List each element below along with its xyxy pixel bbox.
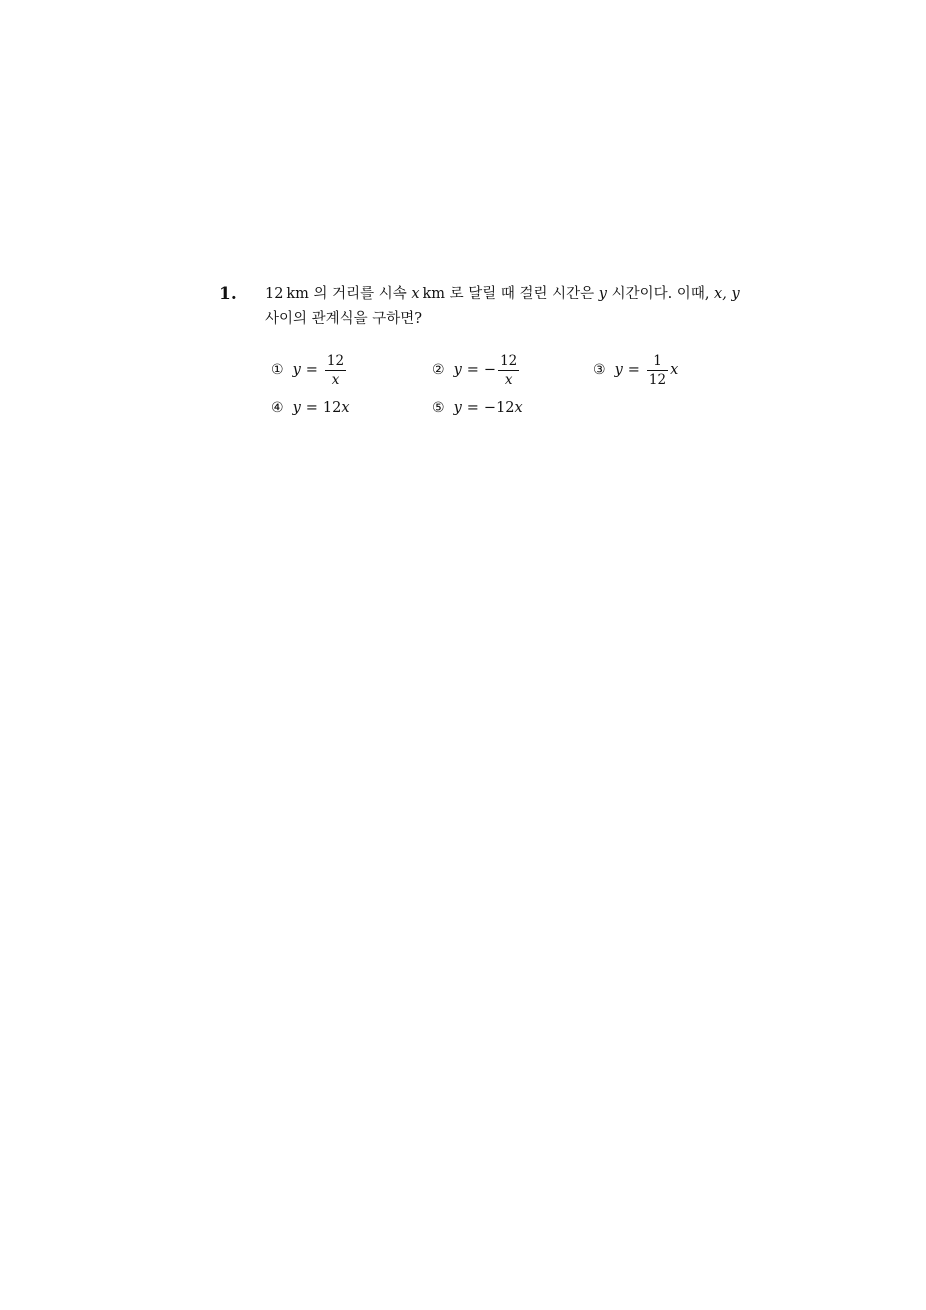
choice-5[interactable] <box>432 388 523 428</box>
fraction-numerator: 12 <box>326 352 345 369</box>
fraction <box>498 353 519 388</box>
stem-text-b: 로 달릴 때 걸린 시간은 <box>449 286 595 302</box>
expr-rhs-var: x <box>514 400 523 416</box>
stem-var-y-2: y <box>731 286 740 302</box>
expr-lhs: y <box>292 362 301 378</box>
expr-equals: = <box>466 400 479 416</box>
choice-expression <box>615 353 679 388</box>
stem-unit-km-2: km <box>422 286 446 302</box>
expr-equals: = <box>305 362 318 378</box>
choice-3[interactable] <box>593 350 678 390</box>
expr-suffix-var: x <box>670 362 679 378</box>
problem-stem <box>265 282 765 332</box>
fraction <box>647 353 668 388</box>
expr-lhs: y <box>453 400 462 416</box>
expr-lhs: y <box>292 400 301 416</box>
expr-equals: = <box>466 362 479 378</box>
answer-choices <box>271 350 751 430</box>
expr-coefficient: 12 <box>322 400 342 416</box>
expr-lhs: y <box>453 362 462 378</box>
choice-expression <box>293 400 350 416</box>
stem-line-2: 사이의 관계식을 구하면? <box>265 311 423 327</box>
fraction-bar <box>647 370 668 371</box>
choice-2[interactable] <box>432 350 521 390</box>
fraction-numerator: 12 <box>500 352 518 369</box>
stem-text-a: 의 거리를 시속 <box>313 286 407 302</box>
fraction-bar <box>498 370 519 371</box>
choice-marker: ③ <box>593 362 606 378</box>
choice-marker: ④ <box>271 400 284 416</box>
stem-text-c: 시간이다. 이때, <box>611 286 710 302</box>
choice-expression <box>454 400 523 416</box>
stem-var-x: x <box>411 286 420 302</box>
stem-line-1 <box>265 282 765 307</box>
choice-expression <box>293 353 349 388</box>
fraction-denominator: x <box>331 371 340 388</box>
stem-distance-value: 12 <box>265 286 284 302</box>
expr-lhs: y <box>614 362 623 378</box>
choice-marker: ⑤ <box>432 400 445 416</box>
choice-expression <box>454 353 522 388</box>
expr-equals: = <box>627 362 640 378</box>
fraction-numerator: 1 <box>653 352 662 369</box>
fraction-bar <box>325 370 346 371</box>
choice-marker: ② <box>432 362 445 378</box>
expr-minus-sign: − <box>483 362 497 378</box>
stem-var-x-2: x, <box>714 286 727 302</box>
stem-unit-km: km <box>286 286 309 302</box>
stem-var-y: y <box>598 286 607 302</box>
fraction-denominator: x <box>504 371 513 388</box>
expr-coefficient: −12 <box>483 400 515 416</box>
expr-rhs-var: x <box>341 400 350 416</box>
choice-marker: ① <box>271 362 284 378</box>
expr-equals: = <box>305 400 318 416</box>
problem-number: 1. <box>219 284 237 304</box>
fraction <box>325 353 346 388</box>
choice-4[interactable] <box>271 388 350 428</box>
choice-1[interactable] <box>271 350 348 390</box>
fraction-denominator: 12 <box>648 371 667 388</box>
